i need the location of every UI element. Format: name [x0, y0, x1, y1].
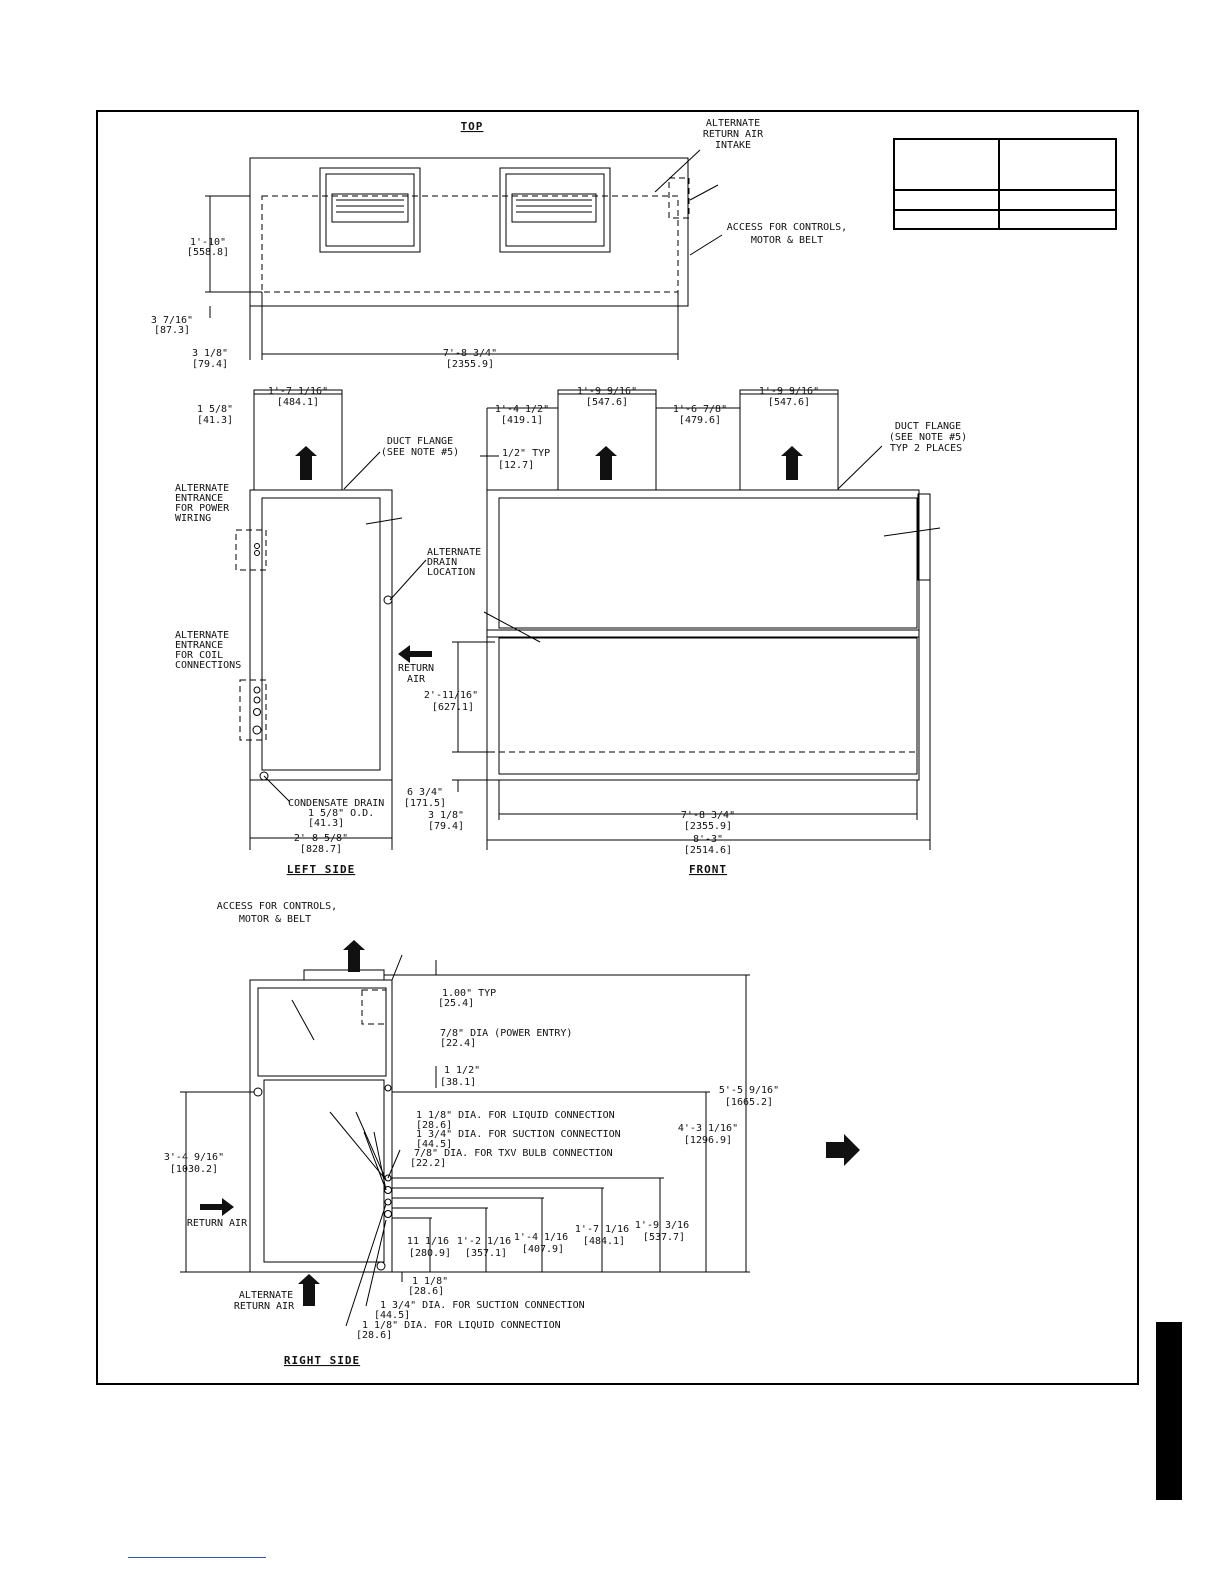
alt-return-air-line3: INTAKE [714, 140, 752, 151]
right-dim-typ: 1.00" TYP [442, 988, 497, 999]
right-dim-total-mm: [1665.2] [724, 1097, 774, 1108]
right-alt-return-line2: RETURN AIR [233, 1301, 295, 1312]
right-dim-349-mm: [1030.2] [169, 1164, 219, 1175]
top-dim-offset1: 3 7/16" [150, 315, 194, 326]
right-arrow-icon [826, 1134, 860, 1166]
alt-coil-line2: ENTRANCE [175, 640, 224, 651]
front-view [452, 390, 940, 850]
suction-bot-mm: [44.5] [374, 1310, 411, 1321]
front-dim-c: 1'-6 7/8" [672, 404, 728, 415]
liquid-top-mm: [28.6] [416, 1120, 453, 1131]
alt-return-air-line2: RETURN AIR [702, 129, 764, 140]
top-access-line1: ACCESS FOR CONTROLS, [726, 222, 848, 233]
right-dim-112: 1 1/2" [444, 1065, 481, 1076]
alt-power-line1: ALTERNATE [175, 483, 230, 494]
top-dim-offset2: 3 1/8" [191, 348, 229, 359]
right-dim-118: 1 1/8" [412, 1276, 449, 1287]
top-dim-height-mm: [558.8] [186, 247, 230, 258]
right-alt-return-line1: ALTERNATE [238, 1290, 294, 1301]
front-dim-bottom: 6 3/4" [406, 787, 444, 798]
left-side-title: LEFT SIDE [286, 863, 356, 876]
left-duct-flange-line1: DUCT FLANGE [386, 436, 454, 447]
left-dim-flange-off-mm: [41.3] [196, 415, 234, 426]
dim-v4-mm: [484.1] [582, 1236, 626, 1247]
suction-bot: 1 3/4" DIA. FOR SUCTION CONNECTION [380, 1300, 585, 1311]
front-dim-typ: 1/2" TYP [502, 448, 551, 459]
power-entry: 7/8" DIA (POWER ENTRY) [440, 1028, 573, 1039]
front-dim-side: 3 1/8" [427, 810, 465, 821]
front-dim-len1: 7'-8 3/4" [680, 810, 736, 821]
footer-link-line [128, 1557, 266, 1558]
dim-v3: 1'-4 1/16 [513, 1232, 569, 1243]
top-access-line2: MOTOR & BELT [750, 235, 824, 246]
dim-v2-mm: [357.1] [464, 1248, 508, 1259]
left-duct-flange-line2: (SEE NOTE #5) [380, 447, 460, 458]
front-duct-flange-line2: (SEE NOTE #5) [888, 432, 968, 443]
liquid-bot: 1 1/8" DIA. FOR LIQUID CONNECTION [362, 1320, 561, 1331]
right-dim-total: 5'-5 9/16" [718, 1085, 780, 1096]
drawing-frame [97, 111, 1138, 1384]
front-dim-return-mm: [627.1] [431, 702, 475, 713]
top-dim-offset2-mm: [79.4] [191, 359, 229, 370]
right-dim-349: 3'-4 9/16" [163, 1152, 225, 1163]
dim-v5-mm: [537.7] [642, 1232, 686, 1243]
front-dim-c-mm: [479.6] [678, 415, 722, 426]
dim-v3-mm: [407.9] [521, 1244, 565, 1255]
power-entry-mm: [22.4] [440, 1038, 477, 1049]
right-dim-112-mm: [38.1] [440, 1077, 477, 1088]
front-duct-flange-line1: DUCT FLANGE [894, 421, 962, 432]
front-dim-a-mm: [419.1] [500, 415, 544, 426]
dim-v1: 11 1/16 [406, 1236, 450, 1247]
front-duct-flange-line3: TYP 2 PLACES [889, 443, 963, 454]
left-return-air-line2: AIR [406, 674, 426, 685]
top-dim-length-mm: [2355.9] [445, 359, 495, 370]
alt-drain-line1: ALTERNATE [427, 547, 482, 558]
right-dim-431-mm: [1296.9] [683, 1135, 733, 1146]
right-dim-431: 4'-3 1/16" [677, 1123, 739, 1134]
txv-connection-mm: [22.2] [410, 1158, 447, 1169]
alt-power-line2: ENTRANCE [175, 493, 224, 504]
right-side-title: RIGHT SIDE [283, 1354, 361, 1367]
left-return-air-line1: RETURN [397, 663, 435, 674]
cond-drain-line1: CONDENSATE DRAIN [288, 798, 385, 809]
front-dim-a: 1'-4 1/2" [494, 404, 550, 415]
txv-connection: 7/8" DIA. FOR TXV BULB CONNECTION [414, 1148, 613, 1159]
front-dim-return: 2'-11/16" [423, 690, 479, 701]
alt-drain-line3: LOCATION [427, 567, 476, 578]
top-dim-offset1-mm: [87.3] [153, 325, 191, 336]
right-access-line2: MOTOR & BELT [238, 914, 312, 925]
dim-v2: 1'-2 1/16 [456, 1236, 512, 1247]
cond-drain-line2: 1 5/8" O.D. [308, 808, 375, 819]
left-dim-flange-w: 1'-7 1/16" [267, 386, 329, 397]
cond-drain-line3: [41.3] [308, 818, 345, 829]
liquid-top: 1 1/8" DIA. FOR LIQUID CONNECTION [416, 1110, 615, 1121]
dim-v5: 1'-9 3/16 [634, 1220, 690, 1231]
dim-v1-mm: [280.9] [408, 1248, 452, 1259]
left-side-view [236, 390, 435, 850]
alt-coil-line1: ALTERNATE [175, 630, 230, 641]
front-dim-b-mm: [547.6] [585, 397, 629, 408]
liquid-bot-mm: [28.6] [356, 1330, 393, 1341]
right-return-air: RETURN AIR [186, 1218, 248, 1229]
front-dim-len1-mm: [2355.9] [683, 821, 733, 832]
front-dim-typ-mm: [12.7] [498, 460, 535, 471]
dim-v4: 1'-7 1/16 [574, 1224, 630, 1235]
right-dim-typ-mm: [25.4] [438, 998, 475, 1009]
front-title: FRONT [688, 863, 728, 876]
front-dim-side-mm: [79.4] [427, 821, 465, 832]
suction-top-mm: [44.5] [416, 1139, 453, 1150]
top-dim-length: 7'-8 3/4" [442, 348, 498, 359]
alt-power-line4: WIRING [175, 513, 212, 524]
alt-power-line3: FOR POWER [175, 503, 230, 514]
left-dim-flange-w-mm: [484.1] [276, 397, 320, 408]
top-view-title: TOP [460, 120, 484, 133]
front-dim-len2: 8'-3" [692, 834, 724, 845]
front-dim-d: 1'-9 9/16" [758, 386, 820, 397]
alt-return-air-line1: ALTERNATE [705, 118, 761, 129]
alt-drain-line2: DRAIN [427, 557, 458, 568]
alt-coil-line3: FOR COIL [175, 650, 224, 661]
suction-top: 1 3/4" DIA. FOR SUCTION CONNECTION [416, 1129, 621, 1140]
right-dim-118-mm: [28.6] [408, 1286, 445, 1297]
alt-coil-line4: CONNECTIONS [175, 660, 242, 671]
top-view [205, 120, 722, 360]
left-dim-flange-off: 1 5/8" [196, 404, 234, 415]
front-dim-b: 1'-9 9/16" [576, 386, 638, 397]
left-dim-width-mm: [828.7] [299, 844, 343, 855]
front-dim-len2-mm: [2514.6] [683, 845, 733, 856]
right-access-line1: ACCESS FOR CONTROLS, [216, 901, 338, 912]
front-dim-d-mm: [547.6] [767, 397, 811, 408]
side-tab [1156, 1322, 1182, 1500]
spec-table [894, 139, 1116, 229]
top-dim-height: 1'-10" [189, 237, 227, 248]
left-dim-width: 2'-8 5/8" [293, 833, 349, 844]
front-dim-bottom-mm: [171.5] [403, 798, 447, 809]
